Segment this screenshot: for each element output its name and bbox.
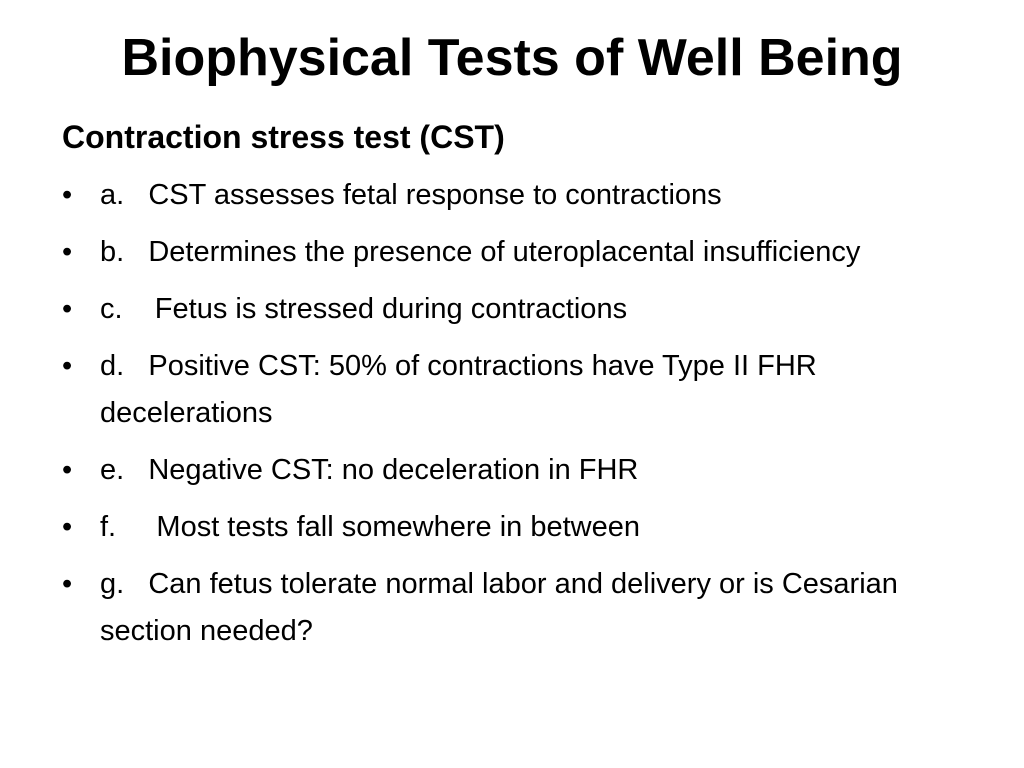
list-item [62, 343, 962, 437]
item-text: Determines the presence of uteroplacental insufficiency [148, 236, 861, 268]
list-item [62, 447, 962, 494]
item-text: Can fetus tolerate normal labor and delivery or is Cesarian section needed? [100, 568, 898, 647]
item-letter: d. [100, 350, 149, 382]
item-letter: b. [100, 236, 149, 268]
bullet-icon: • [62, 454, 73, 486]
item-text: Most tests fall somewhere in between [156, 511, 640, 543]
bullet-list [62, 172, 962, 665]
bullet-icon: • [62, 350, 73, 382]
item-letter: e. [100, 454, 149, 486]
slide-title: Biophysical Tests of Well Being [121, 29, 903, 87]
item-text: Fetus is stressed during contractions [154, 293, 628, 325]
bullet-icon: • [62, 179, 73, 211]
bullet-icon: • [62, 511, 73, 543]
list-item [62, 286, 962, 333]
item-text: Positive CST: 50% of contractions have Type II FHR decelerations [100, 350, 817, 429]
item-letter: a. [100, 179, 149, 211]
list-item [62, 561, 962, 655]
item-letter: c. [100, 293, 155, 325]
item-letter: f. [100, 511, 157, 543]
section-subheading: Contraction stress test (CST) [62, 119, 505, 155]
item-letter: g. [100, 568, 149, 600]
bullet-icon: • [62, 293, 73, 325]
list-item [62, 172, 962, 219]
item-text: Negative CST: no deceleration in FHR [148, 454, 639, 486]
item-text: CST assesses fetal response to contractions [148, 179, 722, 211]
list-item [62, 229, 962, 276]
bullet-icon: • [62, 236, 73, 268]
bullet-icon: • [62, 568, 73, 600]
list-item [62, 504, 962, 551]
